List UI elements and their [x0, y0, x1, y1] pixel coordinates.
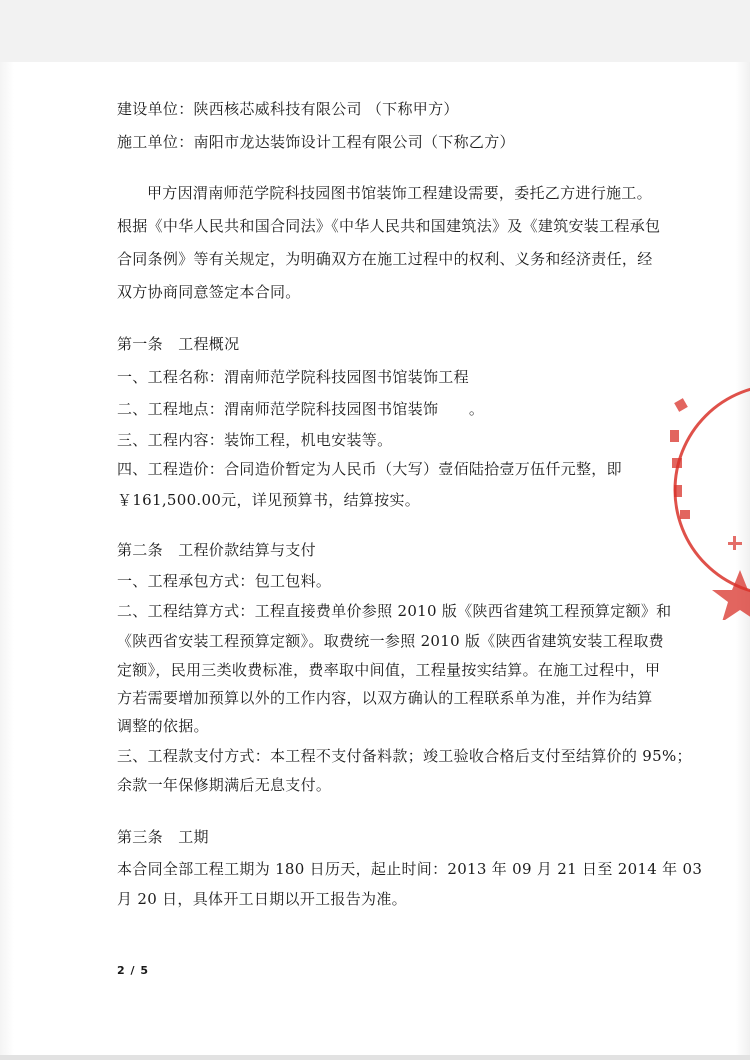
intro-line: 双方协商同意签定本合同。: [117, 283, 301, 301]
article2-line: 一、工程承包方式：包工包料。: [117, 572, 332, 590]
intro-line: 甲方因渭南师范学院科技园图书馆装饰工程建设需要，委托乙方进行施工。: [147, 184, 652, 202]
article1-line: 二、工程地点：渭南师范学院科技园图书馆装饰 。: [117, 400, 485, 418]
intro-line: 根据《中华人民共和国合同法》《中华人民共和国建筑法》及《建筑安装工程承包: [117, 217, 661, 235]
article2-line: 二、工程结算方式：工程直接费单价参照 2010 版《陕西省建筑工程预算定额》和: [117, 602, 672, 620]
article3-line: 月 20 日，具体开工日期以开工报告为准。: [117, 890, 407, 908]
article2-heading: 第二条 工程价款结算与支付: [117, 541, 316, 559]
article2-line: 方若需要增加预算以外的工作内容，以双方确认的工程联系单为准，并作为结算: [117, 689, 653, 707]
contractor-party: 施工单位：南阳市龙达装饰设计工程有限公司（下称乙方）: [117, 133, 515, 151]
article1-heading: 第一条 工程概况: [117, 335, 240, 353]
article2-line: 三、工程款支付方式：本工程不支付备料款；竣工验收合格后支付至结算价的 95%；: [117, 747, 692, 765]
page-number: 2 / 5: [117, 964, 149, 977]
company-seal-stamp: [670, 360, 750, 620]
article1-line: 四、工程造价：合同造价暂定为人民币（大写）壹佰陆拾壹万伍仟元整，即: [117, 460, 622, 478]
article2-line: 调整的依据。: [117, 717, 209, 735]
scan-top-band: [0, 0, 750, 62]
article3-line: 本合同全部工程工期为 180 日历天，起止时间：2013 年 09 月 21 日至 2014 年 03: [117, 860, 703, 878]
article2-line: 余款一年保修期满后无息支付。: [117, 776, 332, 794]
article2-line: 定额》，民用三类收费标准，费率取中间值，工程量按实结算。在施工过程中，甲: [117, 661, 661, 679]
article1-line: 一、工程名称：渭南师范学院科技园图书馆装饰工程: [117, 368, 469, 386]
builder-party: 建设单位：陕西核芯威科技有限公司 （下称甲方）: [117, 100, 459, 118]
article3-heading: 第三条 工期: [117, 828, 209, 846]
article1-line: ￥161,500.00元，详见预算书，结算按实。: [117, 491, 421, 509]
article2-line: 《陕西省安装工程预算定额》。取费统一参照 2010 版《陕西省建筑安装工程取费: [117, 632, 664, 650]
scan-bottom-edge: [0, 1055, 750, 1060]
intro-line: 合同条例》等有关规定，为明确双方在施工过程中的权利、义务和经济责任，经: [117, 250, 653, 268]
article1-line: 三、工程内容：装饰工程，机电安装等。: [117, 431, 393, 449]
